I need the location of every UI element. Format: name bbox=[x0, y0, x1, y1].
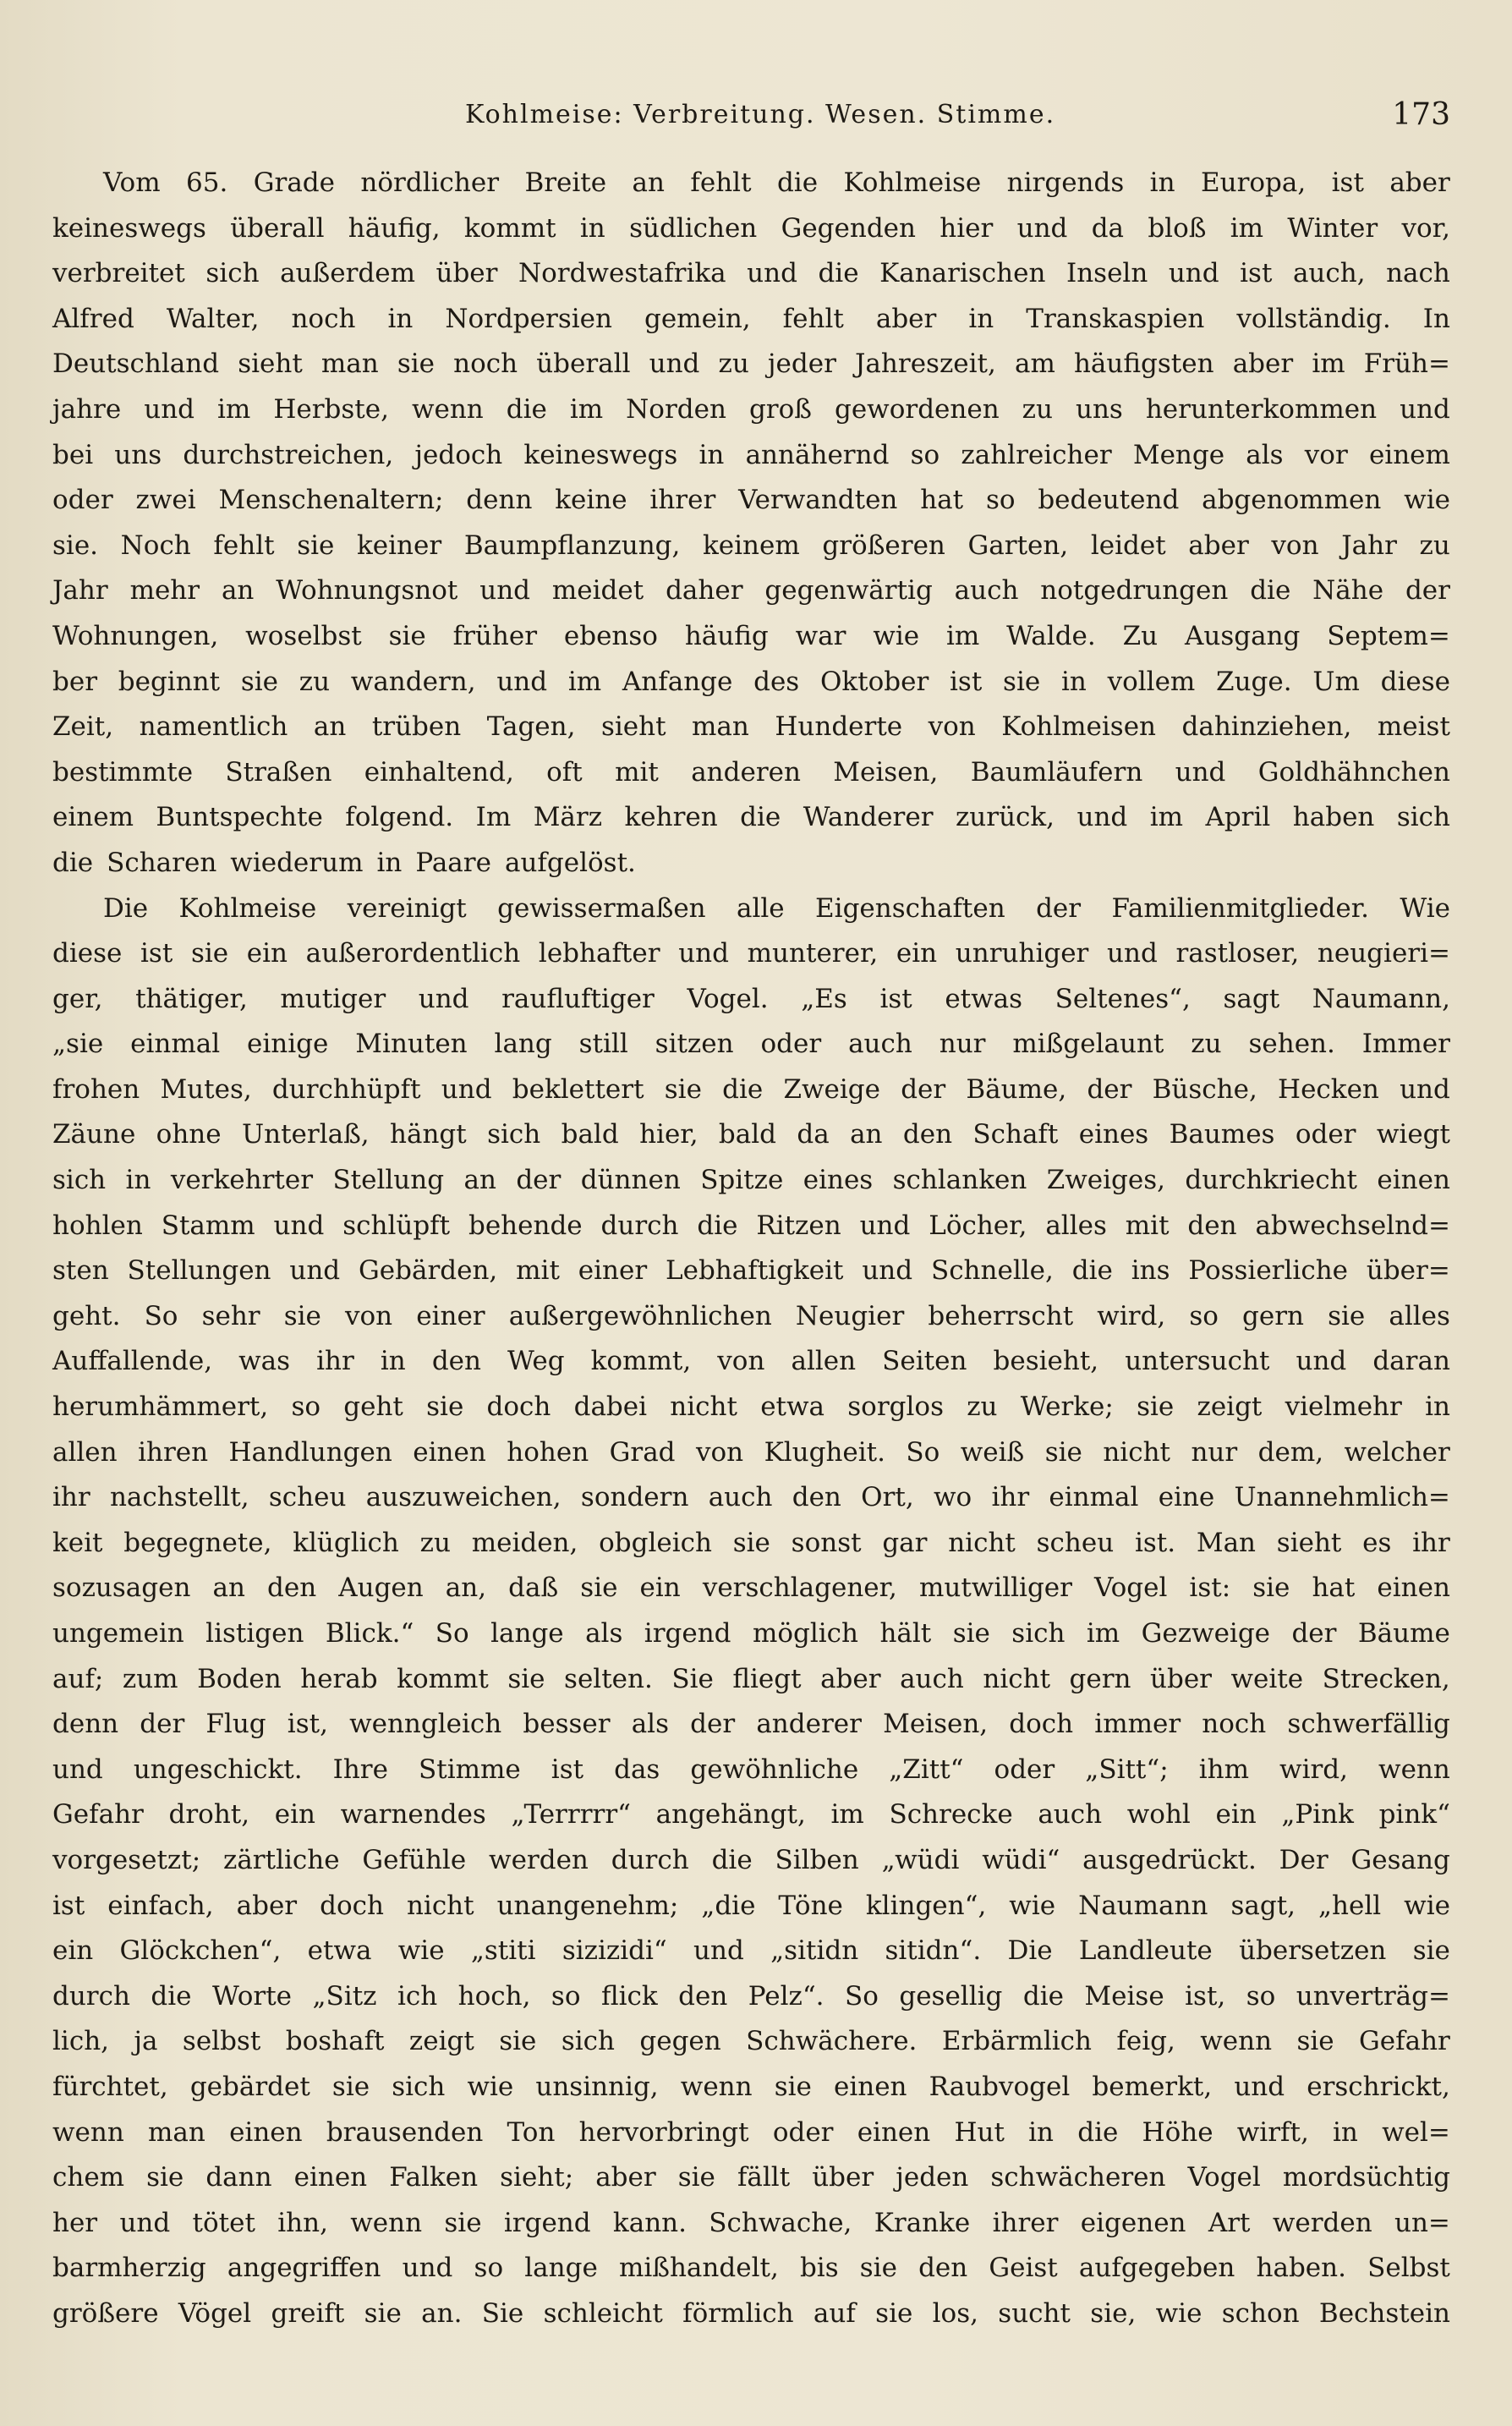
text-line: ist einfach, aber doch nicht unangenehm; „die Töne klingen“, wie Naumann sagt, „hell wie bbox=[52, 1890, 1450, 1921]
text-line: ger, thätiger, mutiger und raufluftiger Vogel. „Es ist etwas Seltenes“, sagt Naumann, bbox=[52, 983, 1450, 1014]
page-number: 173 bbox=[1392, 97, 1450, 132]
text-line: bestimmte Straßen einhaltend, oft mit anderen Meisen, Baumläufern und Goldhähnchen bbox=[52, 756, 1450, 788]
text-line: Gefahr droht, ein warnendes „Terrrrr“ angehängt, im Schrecke auch wohl ein „Pink pink“ bbox=[52, 1799, 1450, 1830]
text-line: Auffallende, was ihr in den Weg kommt, von allen Seiten besieht, untersucht und daran bbox=[52, 1346, 1450, 1377]
text-line: barmherzig angegriffen und so lange mißhandelt, bis sie den Geist aufgegeben haben. Selbst bbox=[52, 2253, 1450, 2284]
text-line: Wohnungen, woselbst sie früher ebenso häufig war wie im Walde. Zu Ausgang Septem= bbox=[52, 620, 1450, 651]
text-line: sie. Noch fehlt sie keiner Baumpflanzung, keinem größeren Garten, leidet aber von Jahr zu bbox=[52, 530, 1450, 561]
text-line: geht. So sehr sie von einer außergewöhnlichen Neugier beherrscht wird, so gern sie alles bbox=[52, 1300, 1450, 1331]
text-line: Zäune ohne Unterlaß, hängt sich bald hier, bald da an den Schaft eines Baumes oder wiegt bbox=[52, 1119, 1450, 1150]
text-line: auf; zum Boden herab kommt sie selten. Sie fliegt aber auch nicht gern über weite Strecken, bbox=[52, 1663, 1450, 1694]
text-line: ber beginnt sie zu wandern, und im Anfange des Oktober ist sie in vollem Zuge. Um diese bbox=[52, 666, 1450, 697]
text-line: diese ist sie ein außerordentlich lebhafter und munterer, ein unruhiger und rastloser, neugieri= bbox=[52, 938, 1450, 969]
text-line: allen ihren Handlungen einen hohen Grad von Klugheit. So weiß sie nicht nur dem, welcher bbox=[52, 1436, 1450, 1468]
text-line: „sie einmal einige Minuten lang still sitzen oder auch nur mißgelaunt zu sehen. Immer bbox=[52, 1029, 1450, 1060]
text-line: herumhämmert, so geht sie doch dabei nicht etwa sorglos zu Werke; sie zeigt vielmehr in bbox=[52, 1391, 1450, 1423]
text-line: her und tötet ihn, wenn sie irgend kann. Schwache, Kranke ihrer eigenen Art werden un= bbox=[52, 2207, 1450, 2238]
text-line: Deutschland sieht man sie noch überall und zu jeder Jahreszeit, am häufigsten aber im Früh= bbox=[52, 349, 1450, 380]
text-line: einem Buntspechte folgend. Im März kehren die Wanderer zurück, und im April haben sich bbox=[52, 802, 1450, 833]
text-line: Jahr mehr an Wohnungsnot und meidet daher gegenwärtig auch notgedrungen die Nähe der bbox=[52, 575, 1450, 606]
text-line: ein Glöckchen“, etwa wie „stiti sizizidi“ und „sitidn sitidn“. Die Landleute übersetzen sie bbox=[52, 1935, 1450, 1967]
text-line: lich, ja selbst boshaft zeigt sie sich gegen Schwächere. Erbärmlich feig, wenn sie Gefahr bbox=[52, 2026, 1450, 2057]
text-line: ihr nachstellt, scheu auszuweichen, sondern auch den Ort, wo ihr einmal eine Unannehmlich= bbox=[52, 1482, 1450, 1513]
text-line: vorgesetzt; zärtliche Gefühle werden durch die Silben „wüdi wüdi“ ausgedrückt. Der Gesang bbox=[52, 1844, 1450, 1875]
text-line: hohlen Stamm und schlüpft behende durch die Ritzen und Löcher, alles mit den abwechselnd= bbox=[52, 1210, 1450, 1241]
text-line: die Scharen wiederum in Paare aufgelöst. bbox=[52, 847, 636, 878]
text-line: wenn man einen brausenden Ton hervorbringt oder einen Hut in die Höhe wirft, in wel= bbox=[52, 2116, 1450, 2148]
running-head: Kohlmeise: Verbreitung. Wesen. Stimme. bbox=[465, 100, 1056, 129]
text-line: durch die Worte „Sitz ich hoch, so flick den Pelz“. So gesellig die Meise ist, so unverträg= bbox=[52, 1980, 1450, 2012]
text-line: jahre und im Herbste, wenn die im Norden groß gewordenen zu uns herunterkommen und bbox=[52, 393, 1450, 425]
text-line: sich in verkehrter Stellung an der dünnen Spitze eines schlanken Zweiges, durchkriecht einen bbox=[52, 1165, 1450, 1196]
text-line: sozusagen an den Augen an, daß sie ein verschlagener, mutwilliger Vogel ist: sie hat einen bbox=[52, 1573, 1450, 1604]
text-line: keit begegnete, klüglich zu meiden, obgleich sie sonst gar nicht scheu ist. Man sieht es ihr bbox=[52, 1527, 1450, 1558]
body-text bbox=[52, 161, 1450, 2337]
text-line: bei uns durchstreichen, jedoch keineswegs in annähernd so zahlreicher Menge als vor einem bbox=[52, 439, 1450, 470]
text-line: chem sie dann einen Falken sieht; aber sie fällt über jeden schwächeren Vogel mordsüchtig bbox=[52, 2162, 1450, 2193]
text-line: Vom 65. Grade nördlicher Breite an fehlt die Kohlmeise nirgends in Europa, ist aber bbox=[103, 167, 1450, 198]
text-line: Zeit, namentlich an trüben Tagen, sieht man Hunderte von Kohlmeisen dahinziehen, meist bbox=[52, 711, 1450, 743]
text-line: keineswegs überall häufig, kommt in südlichen Gegenden hier und da bloß im Winter vor, bbox=[52, 212, 1450, 244]
text-line: oder zwei Menschenaltern; denn keine ihrer Verwandten hat so bedeutend abgenommen wie bbox=[52, 485, 1450, 516]
text-line: fürchtet, gebärdet sie sich wie unsinnig, wenn sie einen Raubvogel bemerkt, und erschrickt, bbox=[52, 2071, 1450, 2102]
text-line: und ungeschickt. Ihre Stimme ist das gewöhnliche „Zitt“ oder „Sitt“; ihm wird, wenn bbox=[52, 1754, 1450, 1785]
text-line: größere Vögel greift sie an. Sie schleicht förmlich auf sie los, sucht sie, wie schon Bechstein bbox=[52, 2297, 1450, 2329]
text-line: denn der Flug ist, wenngleich besser als der anderer Meisen, doch immer noch schwerfällig bbox=[52, 1709, 1450, 1740]
text-line: verbreitet sich außerdem über Nordwestafrika und die Kanarischen Inseln und ist auch, nach bbox=[52, 258, 1450, 289]
text-line: Die Kohlmeise vereinigt gewissermaßen alle Eigenschaften der Familienmitglieder. Wie bbox=[103, 892, 1450, 924]
text-line: Alfred Walter, noch in Nordpersien gemein, fehlt aber in Transkaspien vollständig. In bbox=[52, 303, 1450, 334]
page-header bbox=[51, 91, 1450, 139]
text-line: ungemein listigen Blick.“ So lange als irgend möglich hält sie sich im Gezweige der Bäume bbox=[52, 1618, 1450, 1649]
text-line: sten Stellungen und Gebärden, mit einer Lebhaftigkeit und Schnelle, die ins Possierliche über= bbox=[52, 1255, 1450, 1287]
text-line: frohen Mutes, durchhüpft und beklettert sie die Zweige der Bäume, der Büsche, Hecken und bbox=[52, 1073, 1450, 1105]
